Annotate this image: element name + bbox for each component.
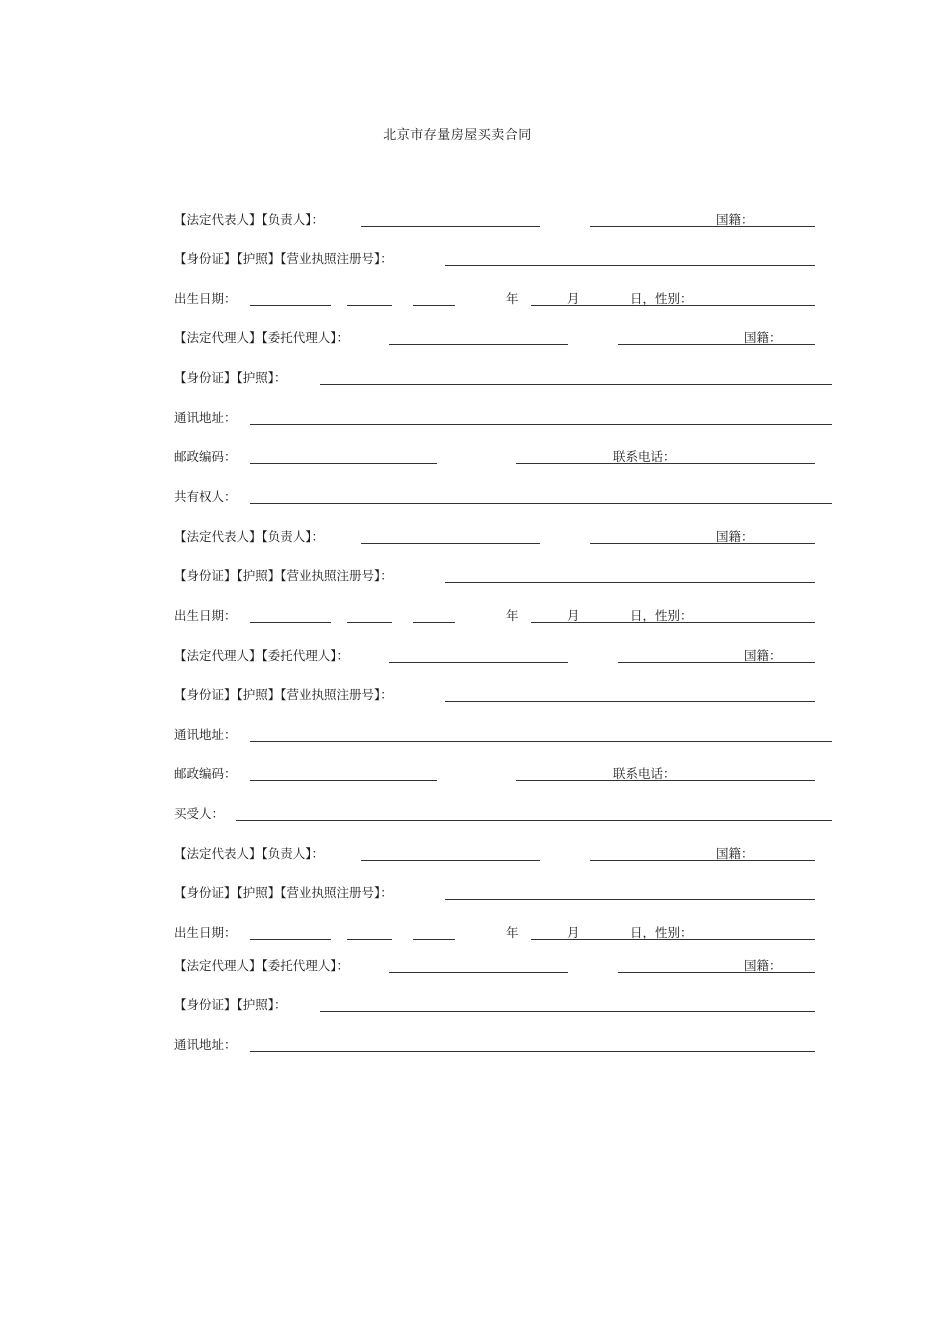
field-label: 日，性别：: [630, 925, 693, 940]
field-label: 【身份证】【护照】【营业执照注册号】：: [174, 687, 393, 702]
field-label: 国籍：: [716, 212, 754, 227]
field-label: 通讯地址：: [174, 1037, 237, 1052]
agent-row: [174, 646, 832, 666]
legal-rep-row: [174, 210, 832, 230]
field-label: 共有权人：: [174, 489, 237, 504]
field-label: 日，性别：: [630, 608, 693, 623]
birth-day-field[interactable]: [413, 305, 455, 306]
phone-field[interactable]: [516, 463, 815, 464]
legal-rep-field[interactable]: [361, 543, 540, 544]
agent-field[interactable]: [389, 344, 568, 345]
gender-field[interactable]: [531, 305, 815, 306]
nationality-field[interactable]: [590, 860, 815, 861]
birth-row: [174, 289, 832, 309]
buyer-field[interactable]: [236, 820, 832, 821]
gender-field[interactable]: [531, 622, 815, 623]
agent-id-row: [174, 995, 832, 1015]
field-label: 出生日期：: [174, 608, 237, 623]
field-label: 邮政编码：: [174, 766, 237, 781]
nationality-field[interactable]: [590, 543, 815, 544]
id-number-field[interactable]: [445, 899, 815, 900]
address-row: [174, 1035, 832, 1055]
agent-row: [174, 328, 832, 348]
field-label: 【法定代表人】【负责人】：: [174, 212, 325, 227]
id-row: [174, 566, 832, 586]
nationality-field[interactable]: [590, 226, 815, 227]
birth-day-field[interactable]: [413, 622, 455, 623]
field-label: 年: [506, 608, 519, 623]
field-label: 年: [506, 291, 519, 306]
field-label: 出生日期：: [174, 925, 237, 940]
address-field[interactable]: [250, 424, 832, 425]
field-label: 【身份证】【护照】【营业执照注册号】：: [174, 251, 393, 266]
field-label: 月: [567, 608, 580, 623]
legal-rep-row: [174, 527, 832, 547]
field-label: 通讯地址：: [174, 727, 237, 742]
id-row: [174, 249, 832, 269]
field-label: 【身份证】【护照】：: [174, 370, 287, 385]
birth-year-field[interactable]: [250, 622, 331, 623]
agent-field[interactable]: [389, 662, 568, 663]
agent-nationality-field[interactable]: [618, 344, 815, 345]
field-label: 【法定代理人】【委托代理人】：: [174, 330, 350, 345]
birth-year-field[interactable]: [250, 939, 331, 940]
agent-id-field[interactable]: [445, 701, 815, 702]
field-label: 月: [567, 925, 580, 940]
birth-day-field[interactable]: [413, 939, 455, 940]
field-label: 【法定代理人】【委托代理人】：: [174, 648, 350, 663]
field-label: 【身份证】【护照】【营业执照注册号】：: [174, 885, 393, 900]
field-label: 【身份证】【护照】【营业执照注册号】：: [174, 568, 393, 583]
id-number-field[interactable]: [445, 582, 815, 583]
agent-id-row: [174, 368, 832, 388]
agent-id-row: [174, 685, 832, 705]
field-label: 出生日期：: [174, 291, 237, 306]
legal-rep-row: [174, 844, 832, 864]
field-label: 联系电话：: [613, 766, 676, 781]
field-label: 国籍：: [716, 529, 754, 544]
birth-row: [174, 606, 832, 626]
postcode-row: [174, 764, 832, 784]
postcode-row: [174, 447, 832, 467]
postcode-field[interactable]: [250, 780, 437, 781]
birth-month-field[interactable]: [347, 622, 392, 623]
birth-month-field[interactable]: [347, 939, 392, 940]
field-label: 年: [506, 925, 519, 940]
birth-month-field[interactable]: [347, 305, 392, 306]
field-label: 【法定代表人】【负责人】：: [174, 529, 325, 544]
field-label: 【法定代表人】【负责人】：: [174, 846, 325, 861]
contract-title: 北京市存量房屋买卖合同: [383, 128, 532, 143]
field-label: 通讯地址：: [174, 410, 237, 425]
birth-row: [174, 923, 832, 943]
gender-field[interactable]: [531, 939, 815, 940]
field-label: 买受人：: [174, 806, 225, 821]
agent-nationality-field[interactable]: [618, 662, 815, 663]
buyer-row: [174, 804, 832, 824]
legal-rep-field[interactable]: [361, 860, 540, 861]
address-row: [174, 408, 832, 428]
field-label: 国籍：: [716, 846, 754, 861]
id-number-field[interactable]: [445, 265, 815, 266]
field-label: 【身份证】【护照】：: [174, 997, 287, 1012]
field-label: 联系电话：: [613, 449, 676, 464]
agent-id-field[interactable]: [320, 1011, 815, 1012]
phone-field[interactable]: [516, 780, 815, 781]
address-field[interactable]: [250, 1051, 815, 1052]
field-label: 国籍：: [744, 330, 782, 345]
field-label: 国籍：: [744, 958, 782, 973]
co-owner-field[interactable]: [250, 503, 832, 504]
field-label: 日，性别：: [630, 291, 693, 306]
postcode-field[interactable]: [250, 463, 437, 464]
birth-year-field[interactable]: [250, 305, 331, 306]
field-label: 邮政编码：: [174, 449, 237, 464]
agent-field[interactable]: [389, 972, 568, 973]
agent-nationality-field[interactable]: [618, 972, 815, 973]
co-owner-row: [174, 487, 832, 507]
agent-id-field[interactable]: [320, 384, 832, 385]
field-label: 国籍：: [744, 648, 782, 663]
address-field[interactable]: [250, 741, 832, 742]
id-row: [174, 883, 832, 903]
legal-rep-field[interactable]: [361, 226, 540, 227]
field-label: 月: [567, 291, 580, 306]
field-label: 【法定代理人】【委托代理人】：: [174, 958, 350, 973]
agent-row: [174, 956, 832, 976]
address-row: [174, 725, 832, 745]
